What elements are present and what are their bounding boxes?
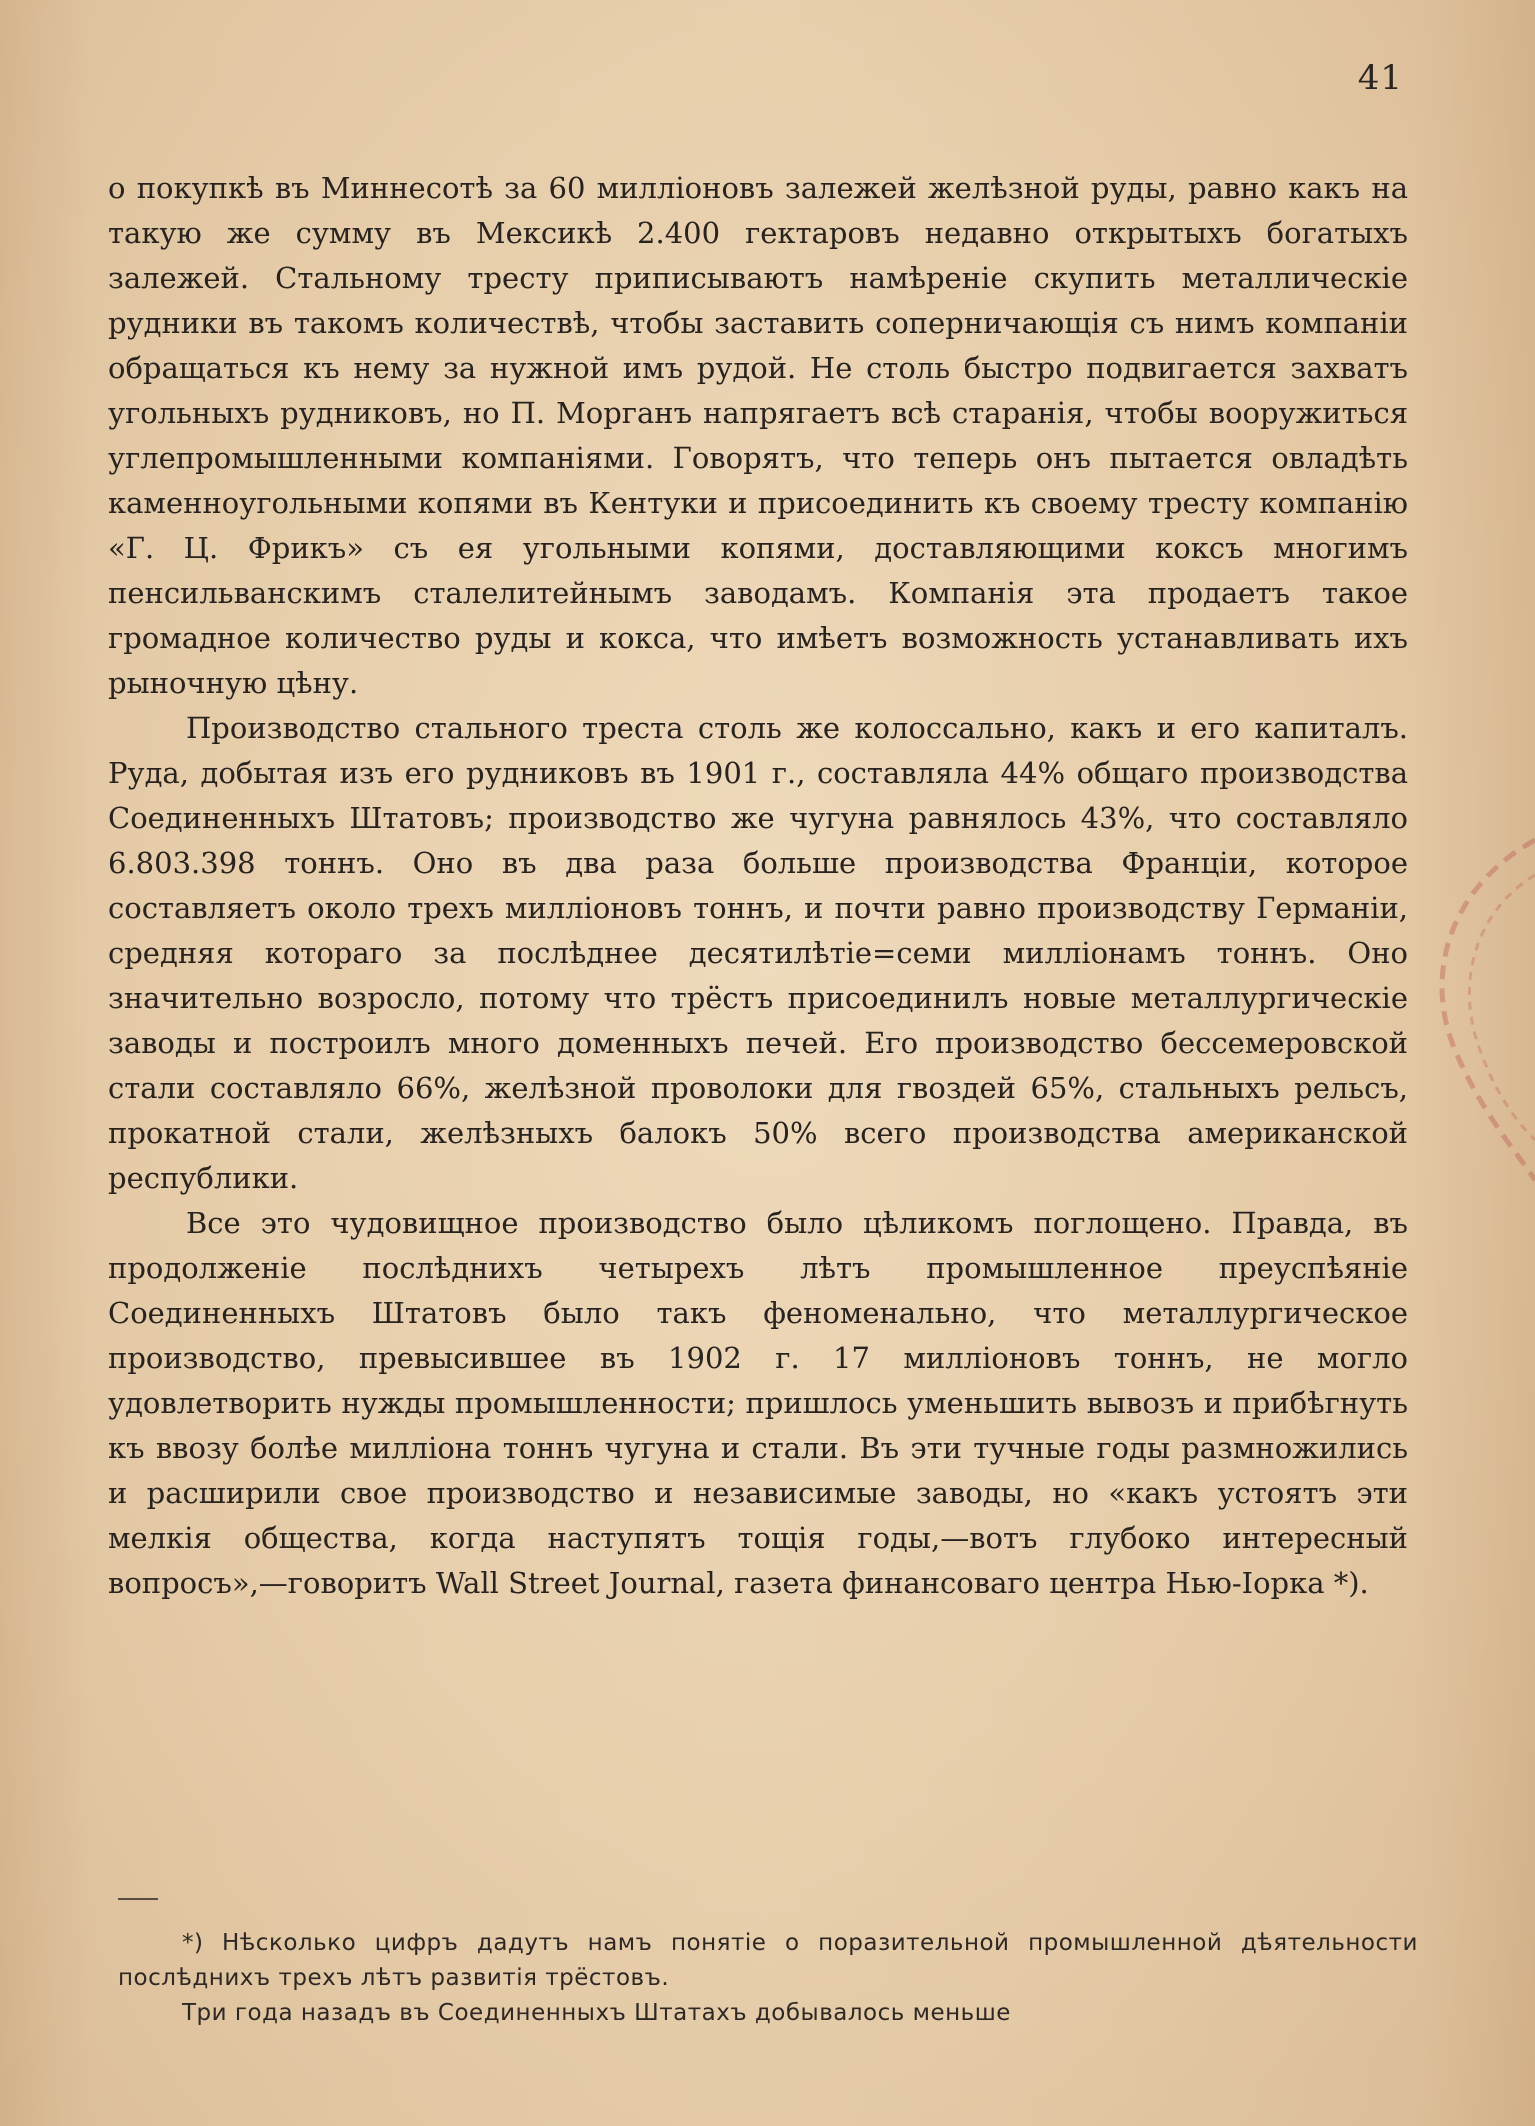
paragraph-2: Производство стального треста столь же колоссально, какъ и его капиталъ. Руда, добытая изъ его рудниковъ въ 1901 г., составляла 44% общаго производства Соединенныхъ Штатовъ; производство же чугуна равнялось 43%, что составляло 6.803.398 тоннъ. Оно въ два раза больше производства Франціи, которое составляетъ около трехъ милліоновъ тоннъ, и почти равно производству Германіи, средняя котораго за послѣднее десятилѣтіе=семи милліонамъ тоннъ. Оно значительно возросло, потому что трёстъ присоединилъ новые металлургическіе заводы и построилъ много доменныхъ печей. Его производство бессемеровской стали составляло 66%, желѣзной проволоки для гвоздей 65%, стальныхъ рельсъ, прокатной стали, желѣзныхъ балокъ 50% всего производства американской республики. — [108, 711, 1408, 1195]
paragraph-1: о покупкѣ въ Миннесотѣ за 60 милліоновъ залежей желѣзной руды, равно какъ на такую же сумму въ Мексикѣ 2.400 гектаровъ недавно открытыхъ богатыхъ залежей. Стальному тресту приписываютъ намѣреніе скупить металлическіе рудники въ такомъ количествѣ, чтобы заставить соперничающія съ нимъ компаніи обращаться къ нему за нужной имъ рудой. Не столь быстро подвигается захватъ угольныхъ рудниковъ, но П. Морганъ напрягаетъ всѣ старанія, чтобы вооружиться углепромышленными компаніями. Говорятъ, что теперь онъ пытается овладѣть каменноугольными копями въ Кентуки и присоединить къ своему тресту компанію «Г. Ц. Фрикъ» съ ея угольными копями, доставляющими коксъ многимъ пенсильванскимъ сталелитейнымъ заводамъ. Компанія эта продаетъ такое громадное количество руды и кокса, что имѣетъ возможность устанавливать ихъ рыночную цѣну. — [108, 171, 1408, 700]
footnote-1: *) Нѣсколько цифръ дадутъ намъ понятіе о поразительной промышленной дѣятельности послѣднихъ трехъ лѣтъ развитія трёстовъ. — [118, 1930, 1418, 1991]
body-text — [108, 166, 1408, 1606]
paragraph-3: Все это чудовищное производство было цѣликомъ поглощено. Правда, въ продолженіе послѣднихъ четырехъ лѣтъ промышленное преуспѣяніе Соединенныхъ Штатовъ было такъ феноменально, что металлургическое производство, превысившее въ 1902 г. 17 милліоновъ тоннъ, не могло удовлетворить нужды промышленности; пришлось уменьшить вывозъ и прибѣгнуть къ ввозу болѣе милліона тоннъ чугуна и стали. Въ эти тучные годы размножились и расширили свое производство и независимые заводы, но «какъ устоятъ эти мелкія общества, когда наступятъ тощія годы,—вотъ глубоко интересный вопросъ»,—говоритъ Wall Street Journal, газета финансоваго центра Нью-Іорка *). — [108, 1206, 1408, 1600]
page-number: 41 — [1357, 58, 1403, 98]
footnote-2: Три года назадъ въ Соединенныхъ Штатахъ добывалось меньше — [182, 2000, 1011, 2026]
footnotes — [118, 1926, 1418, 2031]
footnote-divider — [118, 1898, 158, 1900]
